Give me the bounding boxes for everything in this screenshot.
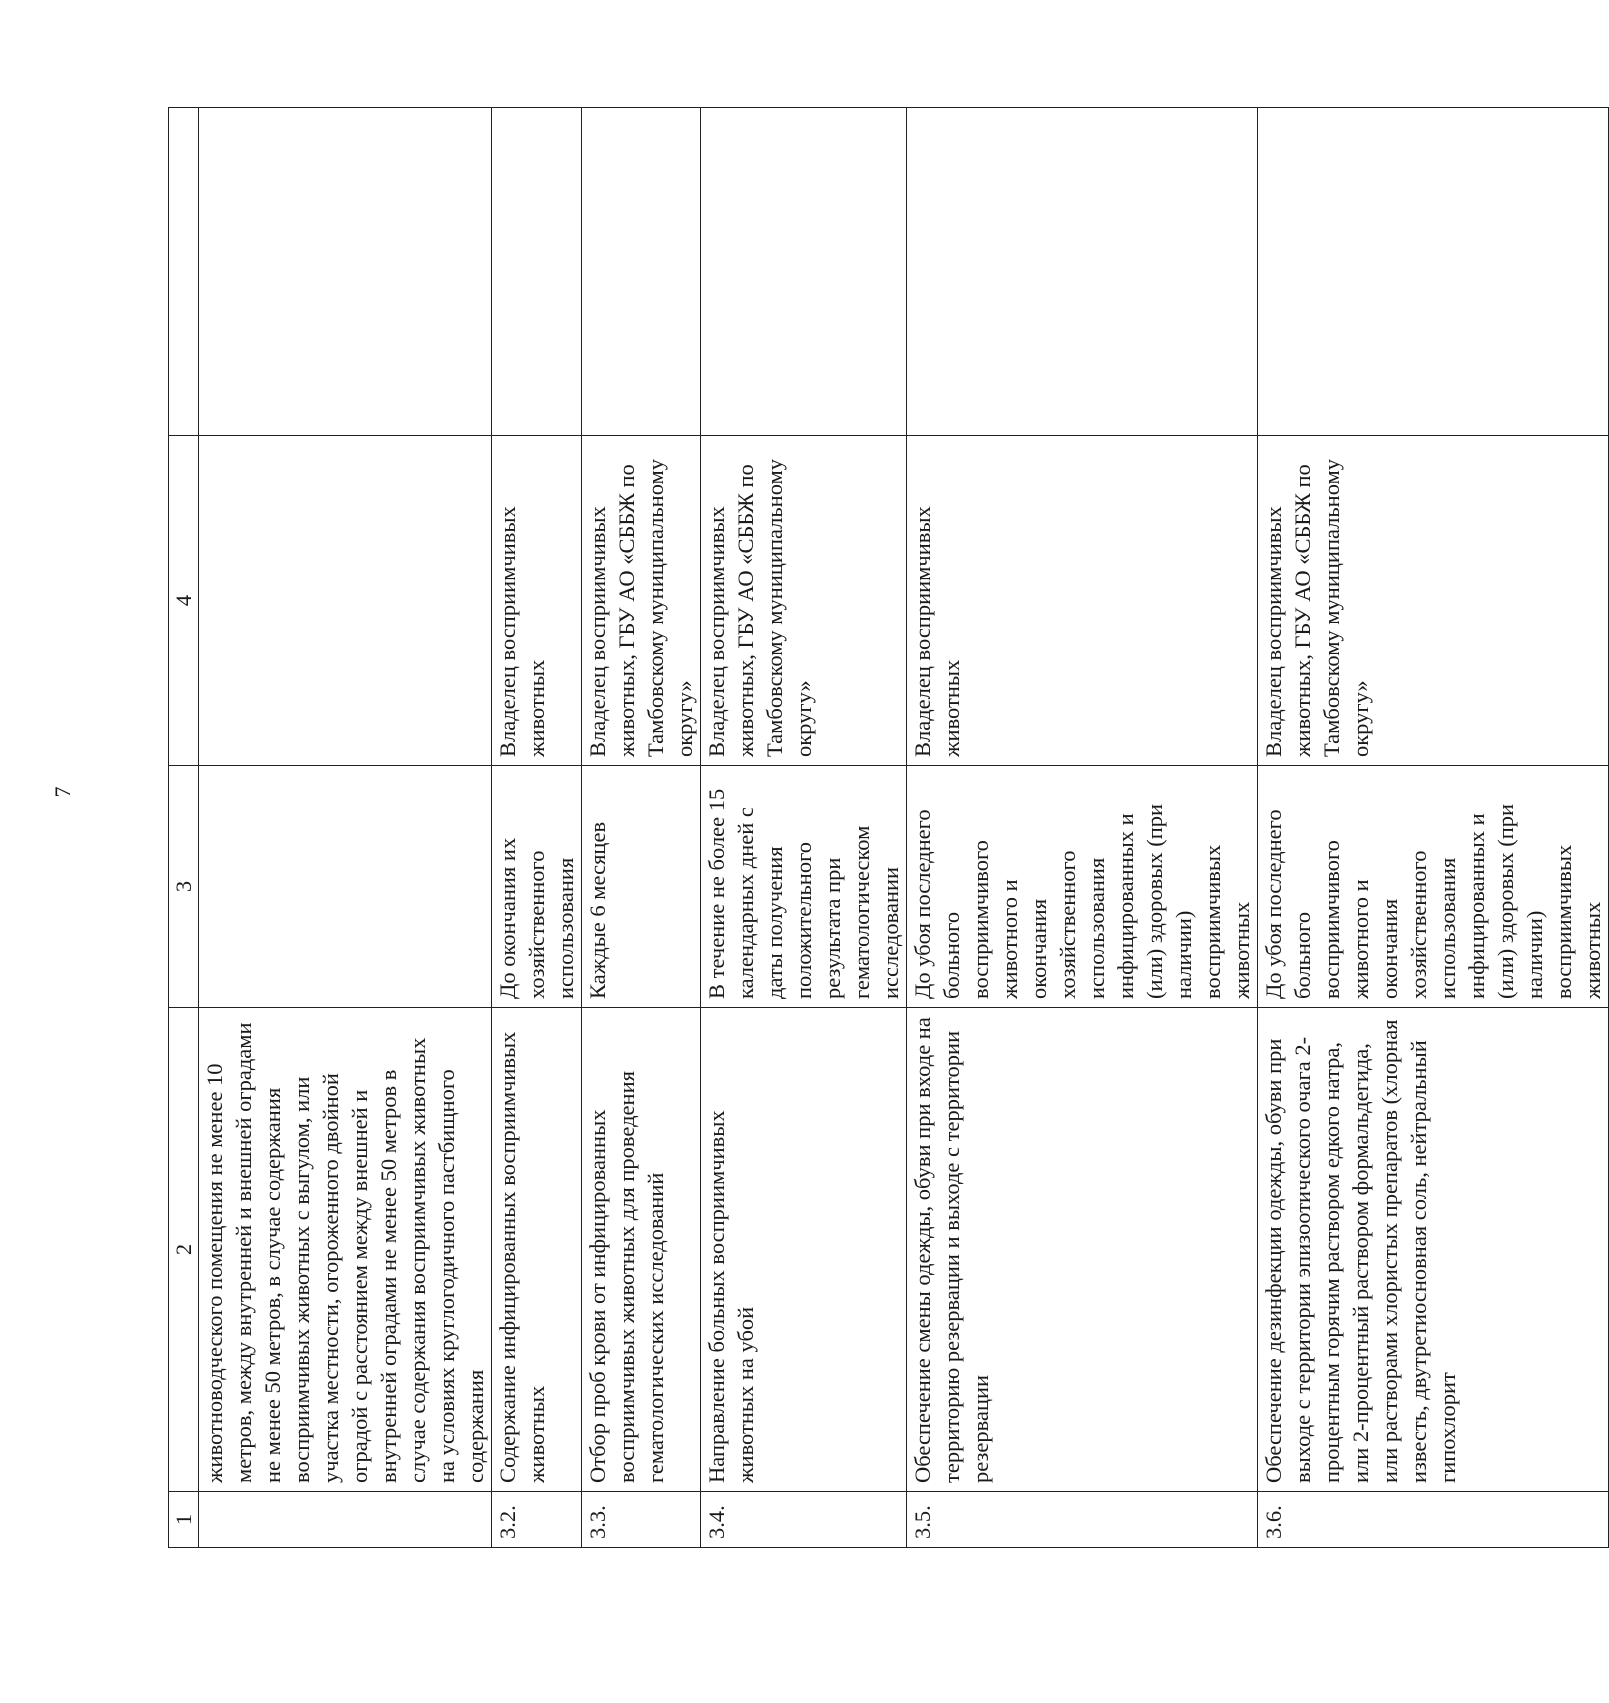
row-extra <box>199 108 492 436</box>
row-responsible <box>199 436 492 766</box>
row-responsible: Владелец восприимчивых животных <box>492 436 582 766</box>
page-number: 7 <box>50 786 75 798</box>
row-responsible: Владелец восприимчивых животных, ГБУ АО «СББЖ по Тамбовскому муниципальному округу» <box>582 436 701 766</box>
rotated-table-container <box>168 108 1605 1548</box>
table-row <box>1258 108 1609 1548</box>
row-measure: Обеспечение смены одежды, обуви при входе на территорию резервации и выходе с территории резервации <box>907 1008 1258 1492</box>
row-term: До окончания их хозяйственного использования <box>492 766 582 1008</box>
measures-table <box>168 107 1609 1548</box>
row-extra <box>1258 108 1609 436</box>
row-measure: Отбор проб крови от инфицированных восприимчивых животных для проведения гематологических исследований <box>582 1008 701 1492</box>
row-extra <box>582 108 701 436</box>
row-number: 3.5. <box>907 1492 1258 1548</box>
header-cell-3: 3 <box>169 766 199 1008</box>
row-extra <box>701 108 907 436</box>
row-number: 3.6. <box>1258 1492 1609 1548</box>
row-extra <box>907 108 1258 436</box>
header-cell-1: 1 <box>169 1492 199 1548</box>
row-measure: Содержание инфицированных восприимчивых животных <box>492 1008 582 1492</box>
table-row <box>582 108 701 1548</box>
row-responsible: Владелец восприимчивых животных <box>907 436 1258 766</box>
table-row <box>199 108 492 1548</box>
row-term: Каждые 6 месяцев <box>582 766 701 1008</box>
row-number <box>199 1492 492 1548</box>
table-row <box>701 108 907 1548</box>
header-cell-4: 4 <box>169 436 199 766</box>
row-extra <box>492 108 582 436</box>
row-responsible: Владелец восприимчивых животных, ГБУ АО «СББЖ по Тамбовскому муниципальному округу» <box>1258 436 1609 766</box>
row-measure: животноводческого помещения не менее 10 метров, между внутренней и внешней оградами не менее 50 метров, в случае содержания восприимчивых животных с выгулом, или участка местности, огороженного двойной оградой с расстоянием между внешней и внутренней оградами не менее 50 метров в случае содержания восприимчивых животных на условиях круглогодичного пастбищного содержания <box>199 1008 492 1492</box>
table-header-row <box>169 108 199 1548</box>
row-term <box>199 766 492 1008</box>
row-measure: Направление больных восприимчивых животных на убой <box>701 1008 907 1492</box>
table-row <box>907 108 1258 1548</box>
row-term: До убоя последнего больного восприимчивого животного и окончания хозяйственного использования инфицированных и (или) здоровых (при наличии) восприимчивых животных <box>907 766 1258 1008</box>
row-term: До убоя последнего больного восприимчивого животного и окончания хозяйственного использования инфицированных и (или) здоровых (при наличии) восприимчивых животных <box>1258 766 1609 1008</box>
row-measure: Обеспечение дезинфекции одежды, обуви при выходе с территории эпизоотического очага 2-процентным горячим раствором едкого натра, или 2-процентный раствором формальдегида, или растворами хлористых препаратов (хлорная известь, двутретиосновная соль, нейтральный гипохлорит <box>1258 1008 1609 1492</box>
header-cell-2: 2 <box>169 1008 199 1492</box>
row-responsible: Владелец восприимчивых животных, ГБУ АО «СББЖ по Тамбовскому муниципальному округу» <box>701 436 907 766</box>
header-cell-5 <box>169 108 199 436</box>
row-number: 3.3. <box>582 1492 701 1548</box>
row-term: В течение не более 15 календарных дней с даты получения положительного результата при гематологическом исследовании <box>701 766 907 1008</box>
table-row <box>492 108 582 1548</box>
row-number: 3.2. <box>492 1492 582 1548</box>
row-number: 3.4. <box>701 1492 907 1548</box>
